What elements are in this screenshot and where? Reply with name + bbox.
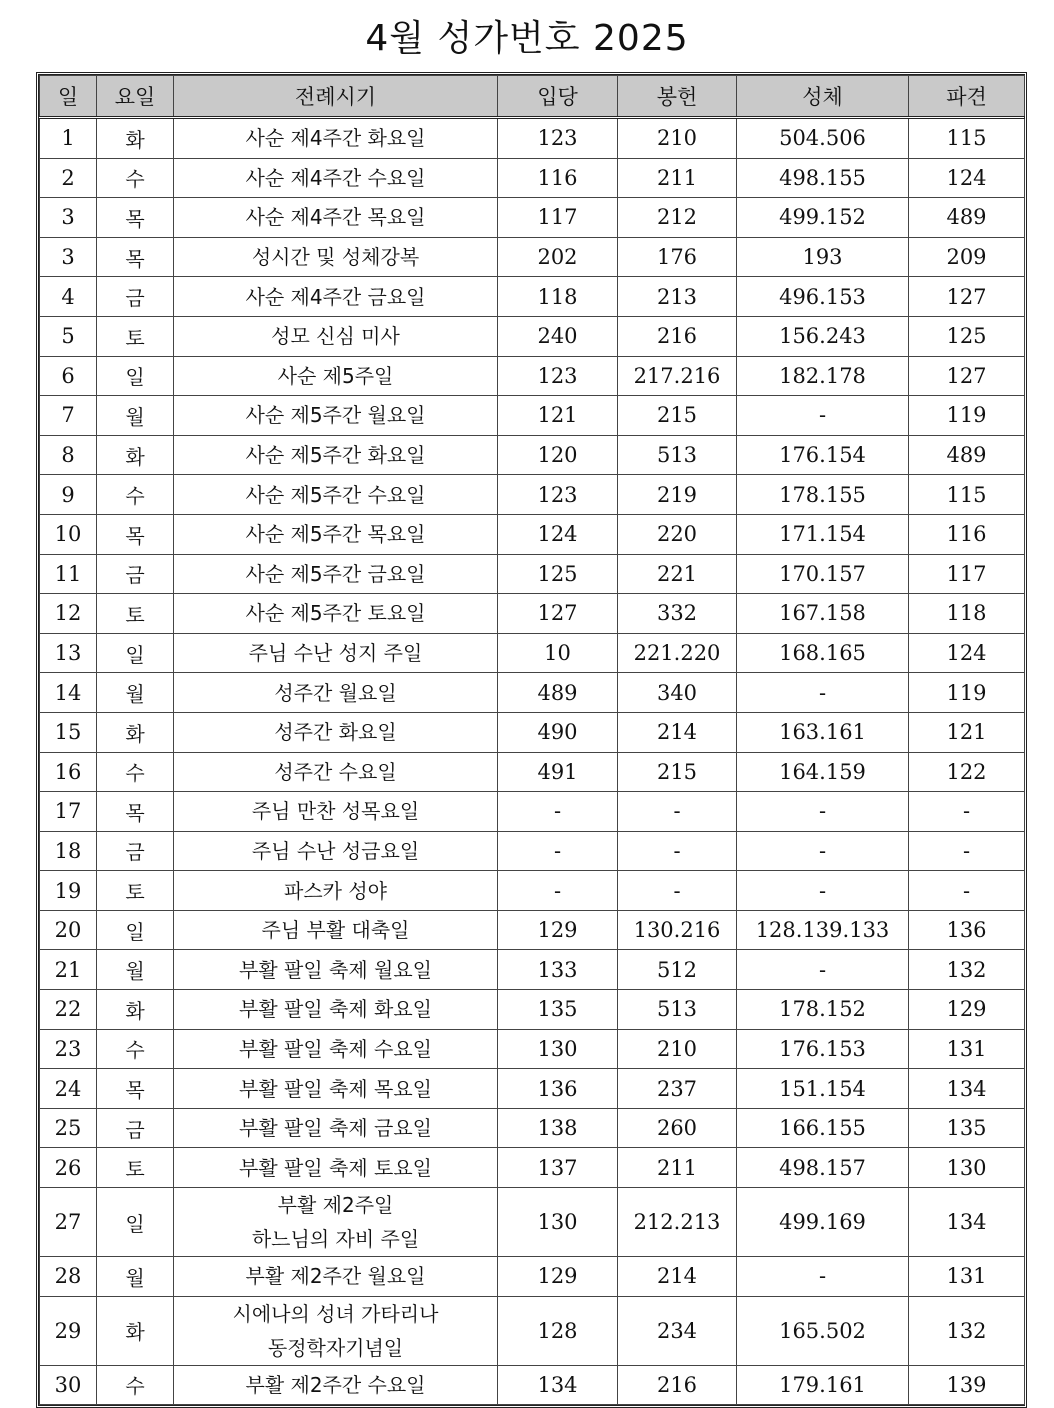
cell-offertory: 215 <box>618 752 737 792</box>
cell-liturgical-season <box>174 712 498 752</box>
cell-offertory: - <box>618 871 737 911</box>
table-row <box>40 990 1025 1030</box>
cell-communion: 178.155 <box>737 475 909 515</box>
cell-day: 13 <box>40 633 97 673</box>
cell-offertory: 214 <box>618 1257 737 1297</box>
cell-day: 1 <box>40 118 97 159</box>
cell-weekday: 토 <box>97 871 174 911</box>
cell-liturgical-season <box>174 1188 498 1257</box>
cell-offertory: 221.220 <box>618 633 737 673</box>
table-body <box>40 118 1025 1405</box>
liturgy-line: 주님 수난 성지 주일 <box>248 641 423 666</box>
cell-liturgical-season <box>174 554 498 594</box>
cell-day: 29 <box>40 1296 97 1365</box>
cell-communion: - <box>737 396 909 436</box>
cell-communion: 168.165 <box>737 633 909 673</box>
cell-liturgical-season <box>174 673 498 713</box>
liturgy-line: 부활 제2주간 월요일 <box>245 1264 426 1289</box>
cell-entrance: 240 <box>498 316 618 356</box>
cell-liturgical-season <box>174 594 498 634</box>
cell-day: 4 <box>40 277 97 317</box>
cell-communion: 170.157 <box>737 554 909 594</box>
cell-weekday: 일 <box>97 1188 174 1257</box>
cell-weekday: 수 <box>97 1029 174 1069</box>
cell-offertory: 221 <box>618 554 737 594</box>
liturgy-line: 주님 수난 성금요일 <box>251 838 420 863</box>
cell-weekday: 일 <box>97 910 174 950</box>
cell-communion: - <box>737 792 909 832</box>
cell-entrance: 123 <box>498 356 618 396</box>
cell-dismissal: 119 <box>909 396 1025 436</box>
cell-dismissal: 132 <box>909 1296 1025 1365</box>
liturgy-line: 사순 제4주간 수요일 <box>245 165 426 190</box>
cell-communion: 179.161 <box>737 1365 909 1405</box>
table-header-row <box>40 76 1025 118</box>
cell-liturgical-season <box>174 277 498 317</box>
cell-liturgical-season <box>174 752 498 792</box>
cell-entrance: 491 <box>498 752 618 792</box>
table-row <box>40 633 1025 673</box>
cell-offertory: 210 <box>618 1029 737 1069</box>
cell-dismissal: - <box>909 831 1025 871</box>
cell-dismissal: - <box>909 792 1025 832</box>
cell-weekday: 목 <box>97 198 174 238</box>
cell-weekday: 화 <box>97 118 174 159</box>
cell-dismissal: 121 <box>909 712 1025 752</box>
cell-liturgical-season <box>174 633 498 673</box>
table-row <box>40 514 1025 554</box>
cell-communion: 498.157 <box>737 1148 909 1188</box>
cell-entrance: - <box>498 831 618 871</box>
cell-dismissal: 124 <box>909 158 1025 198</box>
cell-communion: 178.152 <box>737 990 909 1030</box>
cell-offertory: 212 <box>618 198 737 238</box>
cell-weekday: 금 <box>97 831 174 871</box>
cell-day: 10 <box>40 514 97 554</box>
cell-communion: 499.152 <box>737 198 909 238</box>
hymn-table <box>39 75 1025 1405</box>
liturgy-line: 성주간 화요일 <box>274 720 397 745</box>
liturgy-line: 주님 만찬 성목요일 <box>251 799 420 824</box>
cell-communion: 193 <box>737 237 909 277</box>
cell-offertory: 219 <box>618 475 737 515</box>
table-row <box>40 594 1025 634</box>
cell-communion: 163.161 <box>737 712 909 752</box>
cell-entrance: 128 <box>498 1296 618 1365</box>
cell-liturgical-season <box>174 831 498 871</box>
cell-weekday: 목 <box>97 1069 174 1109</box>
cell-dismissal: 129 <box>909 990 1025 1030</box>
cell-day: 8 <box>40 435 97 475</box>
cell-liturgical-season <box>174 792 498 832</box>
cell-communion: 165.502 <box>737 1296 909 1365</box>
liturgy-line: 사순 제4주간 금요일 <box>245 284 426 309</box>
header-dismissal: 파견 <box>909 76 1025 118</box>
cell-communion: 182.178 <box>737 356 909 396</box>
cell-day: 26 <box>40 1148 97 1188</box>
table-row <box>40 158 1025 198</box>
table-row <box>40 1296 1025 1365</box>
cell-day: 12 <box>40 594 97 634</box>
cell-communion: 167.158 <box>737 594 909 634</box>
cell-entrance: 490 <box>498 712 618 752</box>
cell-entrance: 124 <box>498 514 618 554</box>
cell-entrance: 133 <box>498 950 618 990</box>
liturgy-line: 부활 팔일 축제 화요일 <box>239 997 432 1022</box>
liturgy-line: 주님 부활 대축일 <box>261 918 410 943</box>
cell-liturgical-season <box>174 514 498 554</box>
cell-day: 2 <box>40 158 97 198</box>
table-row <box>40 950 1025 990</box>
cell-offertory: 214 <box>618 712 737 752</box>
cell-offertory: 216 <box>618 316 737 356</box>
header-day: 일 <box>40 76 97 118</box>
cell-weekday: 목 <box>97 792 174 832</box>
cell-communion: 166.155 <box>737 1108 909 1148</box>
liturgy-line: 하느님의 자비 주일 <box>251 1227 420 1252</box>
liturgy-line: 성시간 및 성체강복 <box>251 245 420 270</box>
cell-liturgical-season <box>174 990 498 1030</box>
cell-day: 23 <box>40 1029 97 1069</box>
cell-communion: 171.154 <box>737 514 909 554</box>
cell-dismissal: 127 <box>909 356 1025 396</box>
cell-liturgical-season <box>174 158 498 198</box>
liturgy-line: 성모 신심 미사 <box>271 324 400 349</box>
liturgy-line: 시에나의 성녀 가타리나 <box>232 1301 439 1326</box>
cell-communion: 176.153 <box>737 1029 909 1069</box>
cell-entrance: 136 <box>498 1069 618 1109</box>
cell-dismissal: 127 <box>909 277 1025 317</box>
cell-liturgical-season <box>174 237 498 277</box>
cell-entrance: 130 <box>498 1029 618 1069</box>
cell-offertory: 234 <box>618 1296 737 1365</box>
cell-liturgical-season <box>174 316 498 356</box>
table-row <box>40 752 1025 792</box>
liturgy-line: 부활 제2주간 수요일 <box>245 1372 426 1397</box>
cell-dismissal: 134 <box>909 1188 1025 1257</box>
cell-weekday: 목 <box>97 237 174 277</box>
table-row <box>40 1029 1025 1069</box>
cell-dismissal: 136 <box>909 910 1025 950</box>
cell-entrance: 138 <box>498 1108 618 1148</box>
cell-day: 5 <box>40 316 97 356</box>
cell-offertory: 215 <box>618 396 737 436</box>
cell-dismissal: 115 <box>909 118 1025 159</box>
cell-offertory: 237 <box>618 1069 737 1109</box>
cell-communion: 151.154 <box>737 1069 909 1109</box>
header-entrance: 입당 <box>498 76 618 118</box>
liturgy-line: 사순 제5주간 월요일 <box>245 403 426 428</box>
table-row <box>40 396 1025 436</box>
liturgy-line: 성주간 수요일 <box>274 759 397 784</box>
cell-day: 20 <box>40 910 97 950</box>
liturgy-line: 부활 팔일 축제 수요일 <box>239 1036 432 1061</box>
page-title: 4월 성가번호 2025 <box>365 18 689 59</box>
header-communion: 성체 <box>737 76 909 118</box>
table-row <box>40 198 1025 238</box>
cell-liturgical-season <box>174 1069 498 1109</box>
cell-weekday: 월 <box>97 396 174 436</box>
liturgy-line: 사순 제5주간 목요일 <box>245 522 426 547</box>
table-row <box>40 435 1025 475</box>
cell-weekday: 일 <box>97 356 174 396</box>
cell-weekday: 월 <box>97 673 174 713</box>
cell-entrance: 202 <box>498 237 618 277</box>
cell-entrance: 137 <box>498 1148 618 1188</box>
liturgy-line: 파스카 성야 <box>284 878 387 903</box>
cell-dismissal: 122 <box>909 752 1025 792</box>
table-row <box>40 237 1025 277</box>
cell-weekday: 월 <box>97 950 174 990</box>
cell-offertory: 512 <box>618 950 737 990</box>
table-row <box>40 277 1025 317</box>
cell-day: 28 <box>40 1257 97 1297</box>
cell-dismissal: 132 <box>909 950 1025 990</box>
cell-offertory: 211 <box>618 1148 737 1188</box>
cell-day: 22 <box>40 990 97 1030</box>
cell-offertory: 332 <box>618 594 737 634</box>
cell-liturgical-season <box>174 1296 498 1365</box>
table-row <box>40 792 1025 832</box>
table-row <box>40 1069 1025 1109</box>
table-row <box>40 554 1025 594</box>
cell-day: 3 <box>40 198 97 238</box>
cell-offertory: 217.216 <box>618 356 737 396</box>
cell-day: 3 <box>40 237 97 277</box>
cell-liturgical-season <box>174 871 498 911</box>
table-row <box>40 673 1025 713</box>
cell-weekday: 토 <box>97 316 174 356</box>
cell-day: 15 <box>40 712 97 752</box>
cell-entrance: 116 <box>498 158 618 198</box>
cell-dismissal: - <box>909 871 1025 911</box>
cell-dismissal: 131 <box>909 1029 1025 1069</box>
cell-liturgical-season <box>174 1108 498 1148</box>
table-row <box>40 475 1025 515</box>
cell-entrance: 117 <box>498 198 618 238</box>
cell-day: 21 <box>40 950 97 990</box>
cell-offertory: 220 <box>618 514 737 554</box>
cell-dismissal: 115 <box>909 475 1025 515</box>
cell-day: 24 <box>40 1069 97 1109</box>
cell-communion: 164.159 <box>737 752 909 792</box>
cell-offertory: 211 <box>618 158 737 198</box>
cell-weekday: 화 <box>97 435 174 475</box>
cell-offertory: 340 <box>618 673 737 713</box>
cell-weekday: 월 <box>97 1257 174 1297</box>
cell-dismissal: 116 <box>909 514 1025 554</box>
cell-day: 19 <box>40 871 97 911</box>
cell-communion: 176.154 <box>737 435 909 475</box>
cell-entrance: 10 <box>498 633 618 673</box>
table-row <box>40 1148 1025 1188</box>
cell-dismissal: 209 <box>909 237 1025 277</box>
cell-communion: - <box>737 673 909 713</box>
cell-weekday: 금 <box>97 554 174 594</box>
cell-entrance: 120 <box>498 435 618 475</box>
cell-liturgical-season <box>174 910 498 950</box>
cell-entrance: 118 <box>498 277 618 317</box>
cell-day: 27 <box>40 1188 97 1257</box>
liturgy-line: 동정학자기념일 <box>267 1335 404 1360</box>
liturgy-line: 성주간 월요일 <box>274 680 397 705</box>
cell-offertory: 213 <box>618 277 737 317</box>
cell-day: 16 <box>40 752 97 792</box>
cell-weekday: 수 <box>97 475 174 515</box>
cell-offertory: 513 <box>618 435 737 475</box>
liturgy-line: 사순 제5주간 수요일 <box>245 482 426 507</box>
cell-liturgical-season <box>174 1365 498 1405</box>
cell-liturgical-season <box>174 356 498 396</box>
table-row <box>40 316 1025 356</box>
cell-communion: - <box>737 950 909 990</box>
header-liturgical-season: 전례시기 <box>174 76 498 118</box>
cell-day: 7 <box>40 396 97 436</box>
cell-offertory: - <box>618 831 737 871</box>
cell-dismissal: 489 <box>909 198 1025 238</box>
cell-liturgical-season <box>174 1257 498 1297</box>
cell-liturgical-season <box>174 475 498 515</box>
cell-entrance: 129 <box>498 910 618 950</box>
cell-entrance: 123 <box>498 475 618 515</box>
cell-communion: - <box>737 871 909 911</box>
cell-dismissal: 489 <box>909 435 1025 475</box>
table-row <box>40 356 1025 396</box>
liturgy-line: 사순 제5주간 화요일 <box>245 443 426 468</box>
cell-liturgical-season <box>174 198 498 238</box>
cell-communion: 128.139.133 <box>737 910 909 950</box>
cell-offertory: - <box>618 792 737 832</box>
cell-liturgical-season <box>174 435 498 475</box>
cell-entrance: 129 <box>498 1257 618 1297</box>
cell-day: 11 <box>40 554 97 594</box>
cell-weekday: 수 <box>97 752 174 792</box>
liturgy-line: 사순 제5주간 토요일 <box>245 601 426 626</box>
cell-communion: 499.169 <box>737 1188 909 1257</box>
cell-weekday: 일 <box>97 633 174 673</box>
cell-dismissal: 134 <box>909 1069 1025 1109</box>
table-row <box>40 1257 1025 1297</box>
cell-weekday: 화 <box>97 712 174 752</box>
cell-offertory: 176 <box>618 237 737 277</box>
cell-day: 17 <box>40 792 97 832</box>
table-row <box>40 1365 1025 1405</box>
cell-offertory: 513 <box>618 990 737 1030</box>
table-row <box>40 871 1025 911</box>
table-row <box>40 712 1025 752</box>
liturgy-line: 부활 제2주일 <box>277 1193 394 1218</box>
table-row <box>40 910 1025 950</box>
cell-offertory: 130.216 <box>618 910 737 950</box>
cell-communion: 496.153 <box>737 277 909 317</box>
cell-weekday: 금 <box>97 1108 174 1148</box>
liturgy-line: 사순 제5주간 금요일 <box>245 561 426 586</box>
cell-communion: 504.506 <box>737 118 909 159</box>
cell-dismissal: 130 <box>909 1148 1025 1188</box>
cell-day: 14 <box>40 673 97 713</box>
cell-liturgical-season <box>174 1148 498 1188</box>
cell-entrance: 123 <box>498 118 618 159</box>
cell-communion: - <box>737 1257 909 1297</box>
cell-entrance: 125 <box>498 554 618 594</box>
cell-weekday: 화 <box>97 990 174 1030</box>
cell-dismissal: 118 <box>909 594 1025 634</box>
cell-dismissal: 135 <box>909 1108 1025 1148</box>
table-row <box>40 1188 1025 1257</box>
cell-weekday: 목 <box>97 514 174 554</box>
liturgy-line: 부활 팔일 축제 금요일 <box>239 1116 432 1141</box>
cell-weekday: 화 <box>97 1296 174 1365</box>
liturgy-line: 부활 팔일 축제 목요일 <box>239 1076 432 1101</box>
cell-entrance: - <box>498 871 618 911</box>
cell-offertory: 216 <box>618 1365 737 1405</box>
cell-communion: - <box>737 831 909 871</box>
cell-liturgical-season <box>174 396 498 436</box>
cell-liturgical-season <box>174 950 498 990</box>
liturgy-line: 사순 제4주간 화요일 <box>245 126 426 151</box>
cell-entrance: 130 <box>498 1188 618 1257</box>
cell-dismissal: 131 <box>909 1257 1025 1297</box>
liturgy-line: 부활 팔일 축제 토요일 <box>239 1155 432 1180</box>
cell-dismissal: 124 <box>909 633 1025 673</box>
cell-dismissal: 139 <box>909 1365 1025 1405</box>
cell-entrance: 121 <box>498 396 618 436</box>
table-row <box>40 118 1025 159</box>
cell-weekday: 토 <box>97 594 174 634</box>
hymn-table-frame <box>36 72 1027 1408</box>
cell-weekday: 금 <box>97 277 174 317</box>
table-row <box>40 1108 1025 1148</box>
cell-communion: 156.243 <box>737 316 909 356</box>
cell-offertory: 212.213 <box>618 1188 737 1257</box>
cell-dismissal: 119 <box>909 673 1025 713</box>
cell-day: 25 <box>40 1108 97 1148</box>
cell-communion: 498.155 <box>737 158 909 198</box>
cell-day: 9 <box>40 475 97 515</box>
liturgy-line: 사순 제5주일 <box>277 363 394 388</box>
cell-offertory: 210 <box>618 118 737 159</box>
cell-day: 18 <box>40 831 97 871</box>
cell-day: 30 <box>40 1365 97 1405</box>
header-offertory: 봉헌 <box>618 76 737 118</box>
cell-entrance: 489 <box>498 673 618 713</box>
cell-offertory: 260 <box>618 1108 737 1148</box>
cell-liturgical-season <box>174 118 498 159</box>
table-row <box>40 831 1025 871</box>
cell-dismissal: 125 <box>909 316 1025 356</box>
cell-entrance: 134 <box>498 1365 618 1405</box>
liturgy-line: 부활 팔일 축제 월요일 <box>239 957 432 982</box>
cell-weekday: 수 <box>97 1365 174 1405</box>
cell-day: 6 <box>40 356 97 396</box>
cell-weekday: 토 <box>97 1148 174 1188</box>
cell-entrance: 127 <box>498 594 618 634</box>
liturgy-line: 사순 제4주간 목요일 <box>245 205 426 230</box>
cell-entrance: - <box>498 792 618 832</box>
cell-entrance: 135 <box>498 990 618 1030</box>
cell-weekday: 수 <box>97 158 174 198</box>
header-weekday: 요일 <box>97 76 174 118</box>
cell-liturgical-season <box>174 1029 498 1069</box>
cell-dismissal: 117 <box>909 554 1025 594</box>
